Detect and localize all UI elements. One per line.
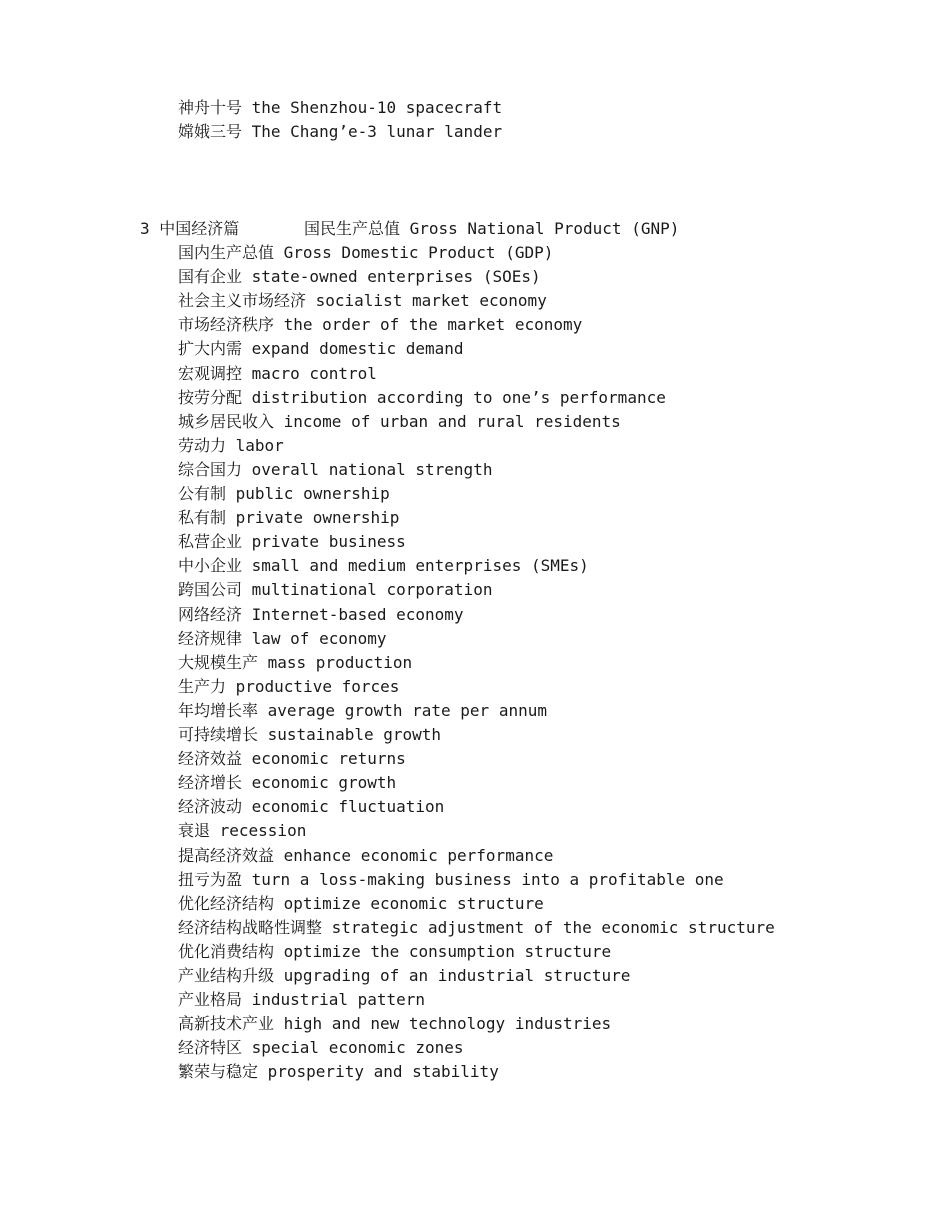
term-line: 公有制 public ownership [178,484,390,503]
term-line: 经济规律 law of economy [178,628,387,648]
term-line: 宏观调控 macro control [178,363,377,383]
term-line: 国民生产总值 Gross National Product (GNP) [304,219,680,238]
term-line: 产业结构升级 upgrading of an industrial structure [178,966,631,985]
term-line: 生产力 productive forces [178,676,400,696]
term-line: 扭亏为盈 turn a loss-making business into a profitable one [178,869,724,889]
term-line: 衰退 recession [178,821,307,841]
term-line: 优化经济结构 optimize economic structure [178,893,544,913]
term-line: 嫦娥三号 The Chang’e-3 lunar lander [178,122,503,141]
section-title: 3 中国经济篇 [140,219,240,238]
term-line: 提高经济效益 enhance economic performance [178,845,554,865]
term-line: 网络经济 Internet-based economy [178,604,464,624]
term-line: 神舟十号 the Shenzhou-10 spacecraft [178,98,503,117]
section-heading [140,217,679,241]
term-line: 私营企业 private business [178,532,406,552]
term-line: 经济特区 special economic zones [178,1038,464,1058]
term-line: 大规模生产 mass production [178,652,413,672]
term-line: 劳动力 labor [178,435,284,455]
term-line: 中小企业 small and medium enterprises (SMEs) [178,556,589,576]
term-line: 国有企业 state-owned enterprises (SOEs) [178,267,541,287]
term-line: 高新技术产业 high and new technology industries [178,1014,612,1034]
term-line: 社会主义市场经济 socialist market economy [178,291,547,311]
term-line: 经济波动 economic fluctuation [178,797,445,817]
term-line: 年均增长率 average growth rate per annum [178,700,547,720]
term-line: 按劳分配 distribution according to one’s performance [178,387,666,407]
term-line: 综合国力 overall national strength [178,459,493,479]
term-line: 产业格局 industrial pattern [178,990,426,1010]
term-line: 城乡居民收入 income of urban and rural residents [178,411,621,431]
term-line: 扩大内需 expand domestic demand [178,339,464,359]
term-line: 私有制 private ownership [178,508,400,528]
term-line: 经济增长 economic growth [178,773,397,793]
term-line: 经济结构战略性调整 strategic adjustment of the economic structure [178,917,775,937]
term-line: 跨国公司 multinational corporation [178,580,493,600]
term-line: 可持续增长 sustainable growth [178,725,442,744]
term-line: 国内生产总值 Gross Domestic Product (GDP) [178,243,554,262]
term-line: 市场经济秩序 the order of the market economy [178,315,583,335]
term-line: 繁荣与稳定 prosperity and stability [178,1062,499,1082]
term-line: 经济效益 economic returns [178,749,406,769]
term-line: 优化消费结构 optimize the consumption structure [178,941,612,961]
